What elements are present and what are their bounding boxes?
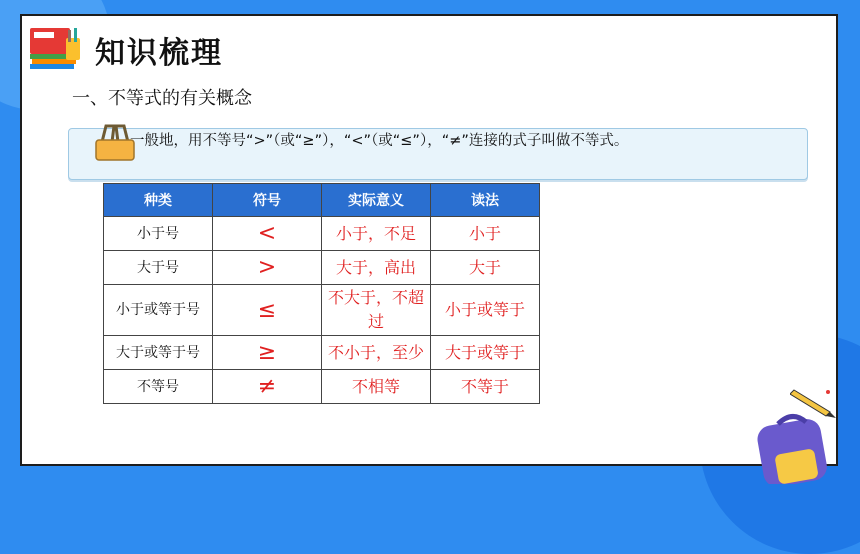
definition-text: 一般地，用不等号“>”（或“≥”），“<”（或“≤”），“≠”连接的式子叫做不等式。 — [130, 133, 629, 149]
meaning-cell: 不相等 — [322, 370, 431, 404]
header-meaning: 实际意义 — [322, 184, 431, 217]
table-row — [104, 217, 540, 251]
meaning-cell: 不小于，至少 — [322, 336, 431, 370]
comparison-table — [103, 183, 540, 404]
table-header-row — [104, 184, 540, 217]
books-icon — [28, 24, 84, 70]
reading-cell: 不等于 — [431, 370, 540, 404]
symbol-cell: ≠ — [213, 370, 322, 404]
kind-cell: 小于号 — [104, 217, 213, 251]
table-row — [104, 336, 540, 370]
kind-cell: 不等号 — [104, 370, 213, 404]
kind-cell: 小于或等于号 — [104, 285, 213, 336]
reading-cell: 大于或等于 — [431, 336, 540, 370]
kind-cell: 大于或等于号 — [104, 336, 213, 370]
meaning-cell: 小于，不足 — [322, 217, 431, 251]
meaning-cell: 大于，高出 — [322, 251, 431, 285]
reading-cell: 小于 — [431, 217, 540, 251]
header-reading: 读法 — [431, 184, 540, 217]
page-title: 知识梳理 — [95, 36, 223, 71]
header-symbol: 符号 — [213, 184, 322, 217]
header-kind: 种类 — [104, 184, 213, 217]
table-row — [104, 285, 540, 336]
kind-cell: 大于号 — [104, 251, 213, 285]
symbol-cell: > — [213, 251, 322, 285]
section-heading: 一、不等式的有关概念 — [72, 88, 252, 109]
meaning-cell: 不大于，不超过 — [322, 285, 431, 336]
table-row — [104, 251, 540, 285]
symbol-cell: ≥ — [213, 336, 322, 370]
symbol-cell: < — [213, 217, 322, 251]
backpack-icon — [740, 412, 840, 484]
symbol-cell: ≤ — [213, 285, 322, 336]
reading-cell: 大于 — [431, 251, 540, 285]
table-row — [104, 370, 540, 404]
reading-cell: 小于或等于 — [431, 285, 540, 336]
